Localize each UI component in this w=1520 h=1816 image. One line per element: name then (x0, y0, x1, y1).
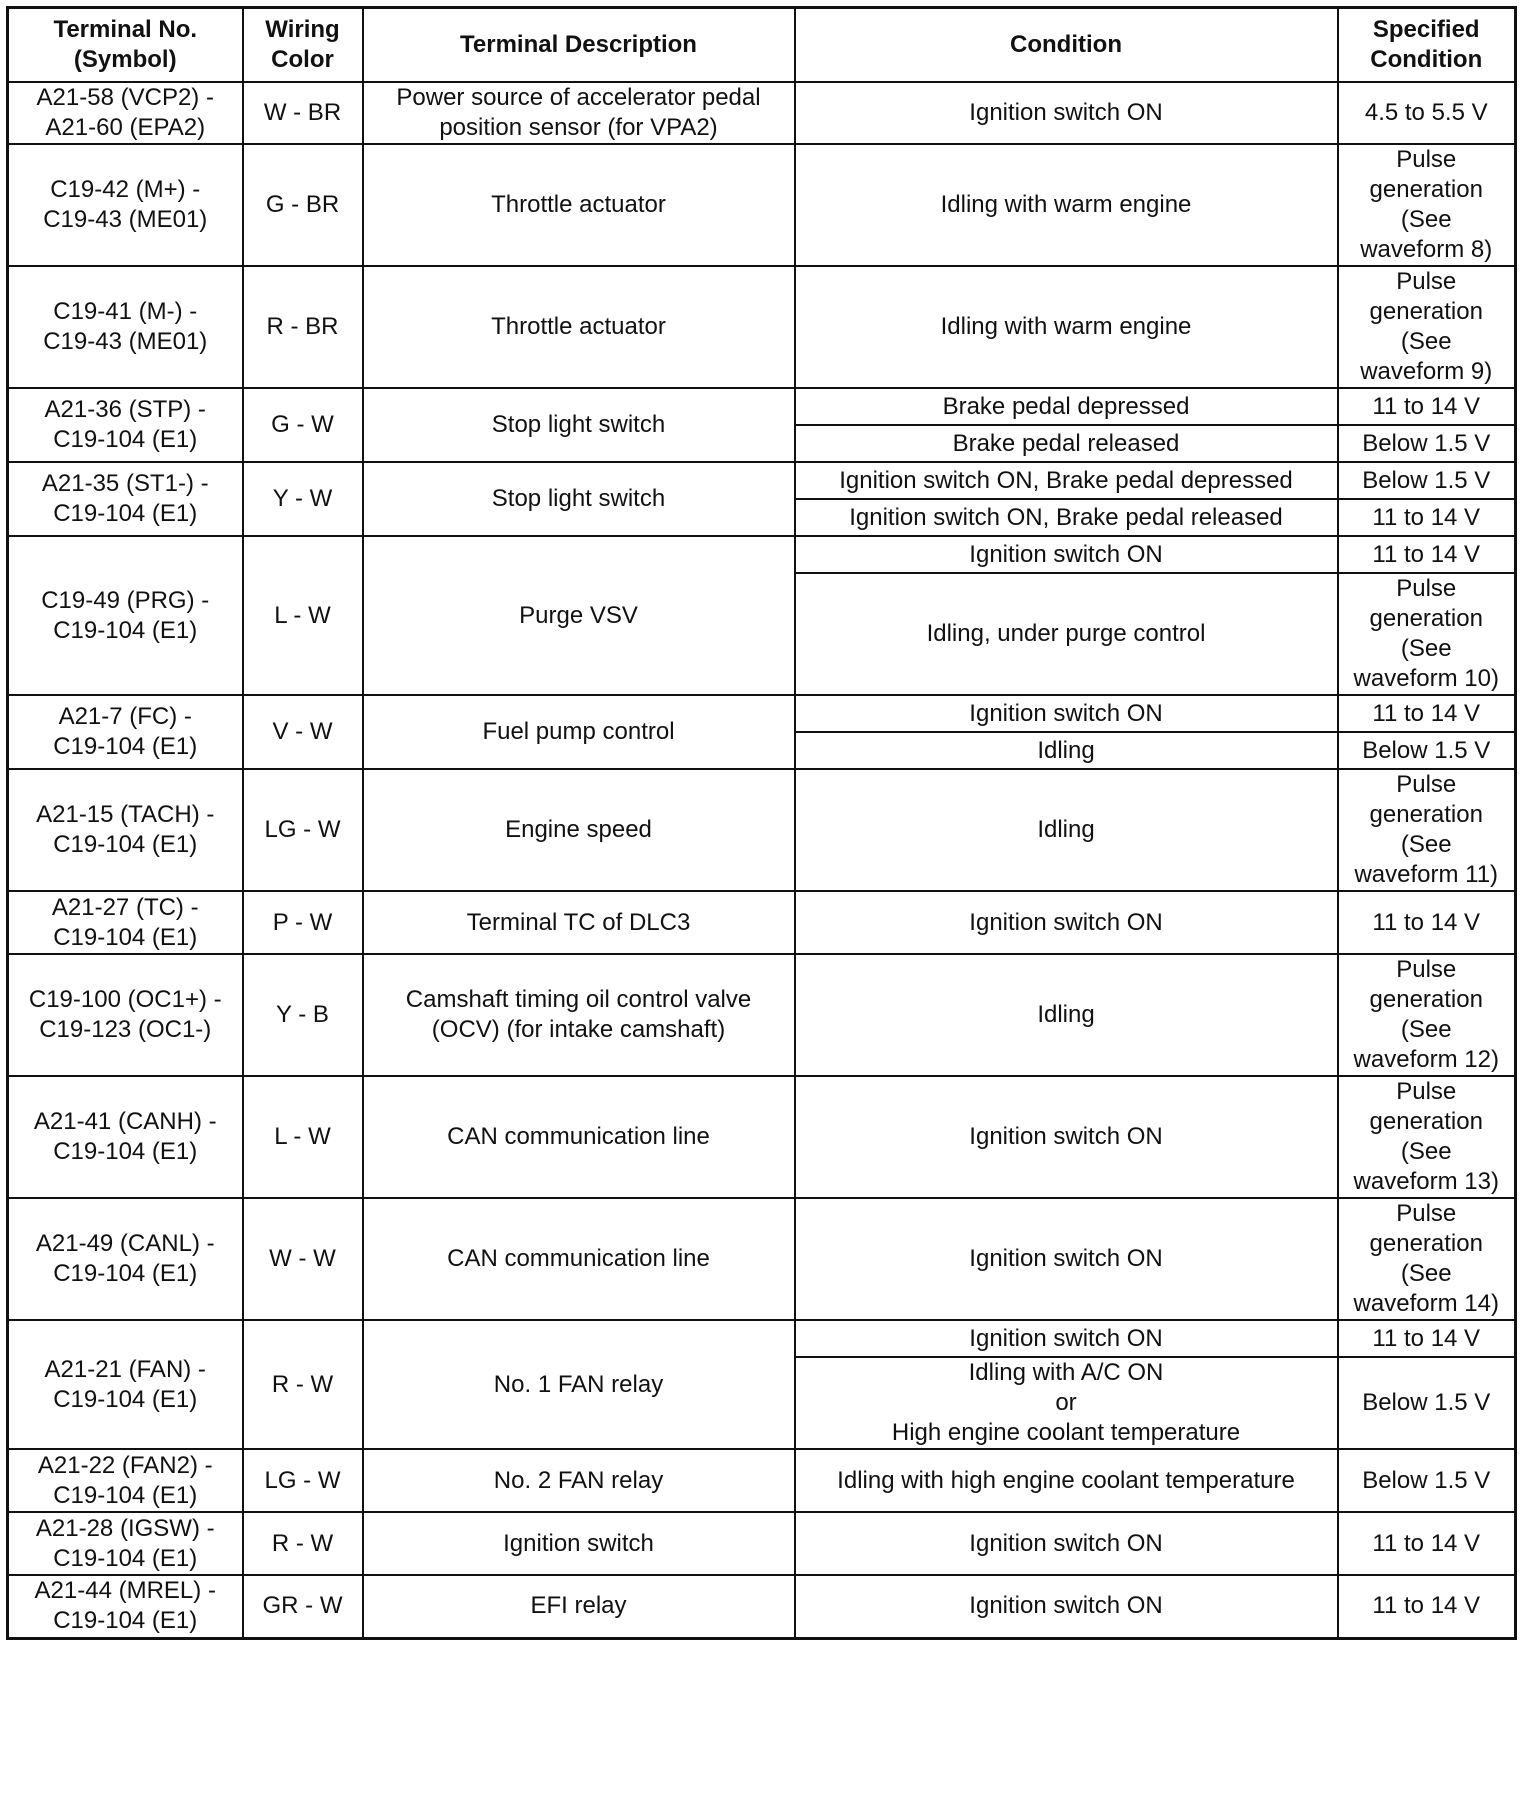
table-row (8, 891, 1516, 954)
condition-cell: Ignition switch ON (795, 695, 1338, 732)
specified-condition-cell: Below 1.5 V (1338, 462, 1516, 499)
specified-condition-cell: Pulse generation (See waveform 9) (1338, 266, 1516, 388)
wiring-color-cell: W - W (243, 1198, 363, 1320)
terminal-cell: A21-35 (ST1-) - C19-104 (E1) (8, 462, 243, 536)
wiring-color-cell: L - W (243, 536, 363, 695)
specified-condition-cell: Pulse generation (See waveform 10) (1338, 573, 1516, 695)
table-row (8, 769, 1516, 891)
condition-cell: Idling (795, 769, 1338, 891)
specified-condition-cell: Below 1.5 V (1338, 1357, 1516, 1449)
terminal-cell: A21-7 (FC) - C19-104 (E1) (8, 695, 243, 769)
specified-condition-cell: Pulse generation (See waveform 13) (1338, 1076, 1516, 1198)
terminal-cell: A21-28 (IGSW) - C19-104 (E1) (8, 1512, 243, 1575)
terminal-cell: A21-58 (VCP2) - A21-60 (EPA2) (8, 82, 243, 144)
terminal-description-cell: Fuel pump control (363, 695, 795, 769)
specified-condition-cell: 11 to 14 V (1338, 536, 1516, 573)
condition-cell: Idling (795, 732, 1338, 769)
terminal-description-cell: CAN communication line (363, 1076, 795, 1198)
condition-cell: Idling with high engine coolant temperature (795, 1449, 1338, 1512)
condition-cell: Ignition switch ON (795, 1076, 1338, 1198)
terminal-description-cell: Throttle actuator (363, 266, 795, 388)
specified-condition-cell: Pulse generation (See waveform 14) (1338, 1198, 1516, 1320)
table-row (8, 1198, 1516, 1320)
terminal-cell: A21-27 (TC) - C19-104 (E1) (8, 891, 243, 954)
terminal-description-cell: Power source of accelerator pedal position sensor (for VPA2) (363, 82, 795, 144)
wiring-color-cell: W - BR (243, 82, 363, 144)
specified-condition-cell: 11 to 14 V (1338, 499, 1516, 536)
condition-cell: Ignition switch ON (795, 891, 1338, 954)
condition-cell: Ignition switch ON, Brake pedal released (795, 499, 1338, 536)
specified-condition-cell: Below 1.5 V (1338, 1449, 1516, 1512)
terminal-cell: C19-100 (OC1+) - C19-123 (OC1-) (8, 954, 243, 1076)
terminal-cell: C19-49 (PRG) - C19-104 (E1) (8, 536, 243, 695)
wiring-color-cell: LG - W (243, 769, 363, 891)
table-row (8, 695, 1516, 732)
specified-condition-cell: Pulse generation (See waveform 8) (1338, 144, 1516, 266)
condition-cell: Brake pedal released (795, 425, 1338, 462)
table-row (8, 82, 1516, 144)
header-terminal: Terminal No. (Symbol) (8, 8, 243, 83)
specified-condition-cell: 11 to 14 V (1338, 1320, 1516, 1357)
table-row (8, 266, 1516, 388)
terminal-cell: A21-21 (FAN) - C19-104 (E1) (8, 1320, 243, 1449)
condition-cell: Idling (795, 954, 1338, 1076)
terminal-cell: A21-44 (MREL) - C19-104 (E1) (8, 1575, 243, 1638)
specified-condition-cell: Pulse generation (See waveform 12) (1338, 954, 1516, 1076)
condition-cell: Ignition switch ON, Brake pedal depressed (795, 462, 1338, 499)
table-row (8, 1449, 1516, 1512)
condition-cell: Idling with warm engine (795, 266, 1338, 388)
table-row (8, 536, 1516, 573)
condition-cell: Idling with warm engine (795, 144, 1338, 266)
terminal-description-cell: EFI relay (363, 1575, 795, 1638)
terminal-description-cell: CAN communication line (363, 1198, 795, 1320)
header-terminal-description: Terminal Description (363, 8, 795, 83)
terminal-description-cell: Engine speed (363, 769, 795, 891)
wiring-color-cell: R - W (243, 1320, 363, 1449)
specified-condition-cell: 11 to 14 V (1338, 1575, 1516, 1638)
wiring-color-cell: R - BR (243, 266, 363, 388)
header-specified-condition: Specified Condition (1338, 8, 1516, 83)
wiring-color-cell: Y - B (243, 954, 363, 1076)
table-row (8, 1575, 1516, 1638)
terminal-cell: A21-36 (STP) - C19-104 (E1) (8, 388, 243, 462)
wiring-color-cell: LG - W (243, 1449, 363, 1512)
table-body (8, 82, 1516, 1638)
terminal-cell: A21-15 (TACH) - C19-104 (E1) (8, 769, 243, 891)
terminal-description-cell: Stop light switch (363, 462, 795, 536)
terminal-description-cell: Throttle actuator (363, 144, 795, 266)
terminal-description-cell: No. 2 FAN relay (363, 1449, 795, 1512)
table-row (8, 1512, 1516, 1575)
specified-condition-cell: 11 to 14 V (1338, 1512, 1516, 1575)
wiring-color-cell: L - W (243, 1076, 363, 1198)
condition-cell: Ignition switch ON (795, 1320, 1338, 1357)
table-row (8, 388, 1516, 425)
specified-condition-cell: Below 1.5 V (1338, 425, 1516, 462)
table-row (8, 1320, 1516, 1357)
wiring-color-cell: V - W (243, 695, 363, 769)
specified-condition-cell: 4.5 to 5.5 V (1338, 82, 1516, 144)
terminal-description-cell: No. 1 FAN relay (363, 1320, 795, 1449)
terminal-description-cell: Stop light switch (363, 388, 795, 462)
condition-cell: Ignition switch ON (795, 1575, 1338, 1638)
terminal-description-cell: Terminal TC of DLC3 (363, 891, 795, 954)
terminal-description-cell: Purge VSV (363, 536, 795, 695)
terminal-description-cell: Ignition switch (363, 1512, 795, 1575)
condition-cell: Idling with A/C ON or High engine coolant temperature (795, 1357, 1338, 1449)
wiring-color-cell: GR - W (243, 1575, 363, 1638)
table-row (8, 954, 1516, 1076)
condition-cell: Ignition switch ON (795, 1198, 1338, 1320)
terminal-description-cell: Camshaft timing oil control valve (OCV) (for intake camshaft) (363, 954, 795, 1076)
condition-cell: Brake pedal depressed (795, 388, 1338, 425)
wiring-color-cell: G - W (243, 388, 363, 462)
condition-cell: Ignition switch ON (795, 536, 1338, 573)
terminal-cell: A21-49 (CANL) - C19-104 (E1) (8, 1198, 243, 1320)
condition-cell: Idling, under purge control (795, 573, 1338, 695)
specified-condition-cell: 11 to 14 V (1338, 388, 1516, 425)
terminal-table (6, 6, 1517, 1640)
condition-cell: Ignition switch ON (795, 1512, 1338, 1575)
terminal-cell: C19-41 (M-) - C19-43 (ME01) (8, 266, 243, 388)
specified-condition-cell: 11 to 14 V (1338, 695, 1516, 732)
header-wiring-color: Wiring Color (243, 8, 363, 83)
wiring-color-cell: G - BR (243, 144, 363, 266)
table-row (8, 462, 1516, 499)
terminal-cell: A21-22 (FAN2) - C19-104 (E1) (8, 1449, 243, 1512)
terminal-cell: A21-41 (CANH) - C19-104 (E1) (8, 1076, 243, 1198)
specified-condition-cell: Below 1.5 V (1338, 732, 1516, 769)
wiring-color-cell: R - W (243, 1512, 363, 1575)
specified-condition-cell: Pulse generation (See waveform 11) (1338, 769, 1516, 891)
terminal-table-container (6, 6, 1517, 1640)
header-row (8, 8, 1516, 83)
wiring-color-cell: P - W (243, 891, 363, 954)
specified-condition-cell: 11 to 14 V (1338, 891, 1516, 954)
table-row (8, 144, 1516, 266)
wiring-color-cell: Y - W (243, 462, 363, 536)
condition-cell: Ignition switch ON (795, 82, 1338, 144)
terminal-cell: C19-42 (M+) - C19-43 (ME01) (8, 144, 243, 266)
table-row (8, 1076, 1516, 1198)
header-condition: Condition (795, 8, 1338, 83)
